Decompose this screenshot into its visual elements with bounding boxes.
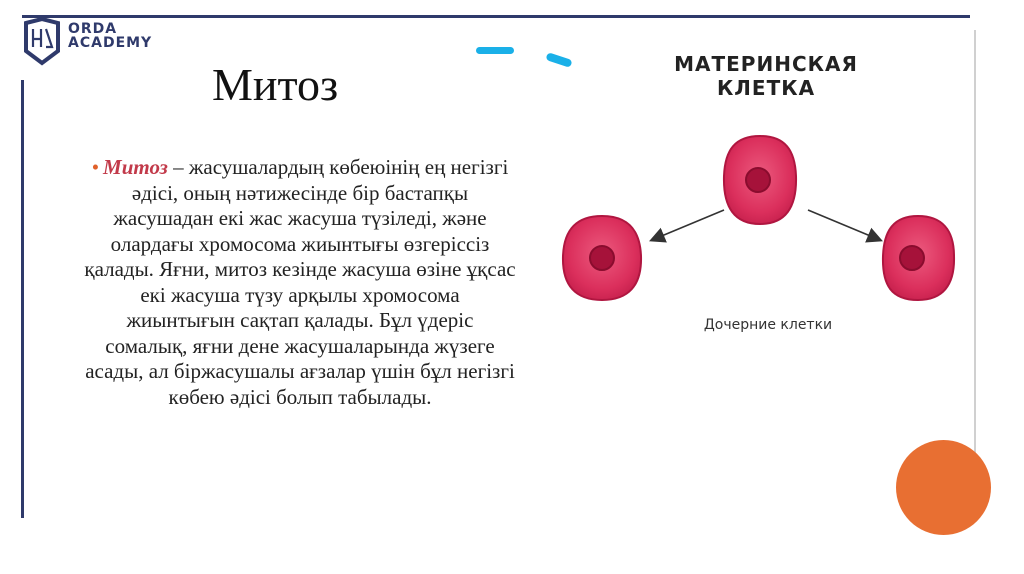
arrow-left <box>652 210 724 240</box>
decorative-orange-circle <box>896 440 991 535</box>
decorative-dash-2 <box>545 52 572 68</box>
arrow-right <box>808 210 880 240</box>
daughter-cell-right <box>883 216 954 300</box>
right-border-line <box>974 30 976 518</box>
decorative-dash-1 <box>476 47 514 54</box>
bullet-icon: • <box>91 155 100 179</box>
body-text: – жасушалардың көбеюінің ең негізгі әдісі, оның нәтижесінде бір бастапқы жасушадан екі жас жасуша түзіледі, және олардағы хромосома жиынтығы өзгеріссіз қалады. Яғни, митоз кезінде жасуша өзіне ұқсас екі жасуша түзу арқылы хромосома жиынтығын сақтап қалады. Бұл үдеріс сомалық, яғни дене жасушаларында жүзеге асады, ал біржасушалы ағзалар үшін бұл негізгі көбею әдісі болып табылады. <box>84 155 516 409</box>
left-border-line <box>21 80 24 518</box>
body-paragraph <box>84 155 516 410</box>
mother-cell <box>724 136 796 224</box>
term-highlight: Митоз <box>103 155 168 179</box>
top-border-line <box>22 15 970 18</box>
figure-title-line-1: МАТЕРИНСКАЯ <box>674 52 858 76</box>
page-title: Митоз <box>212 59 339 110</box>
figure-caption: Дочерние клетки <box>703 317 833 333</box>
figure-title <box>632 52 900 100</box>
logo-line-2: ACADEMY <box>68 35 153 51</box>
figure-title-line-2: КЛЕТКА <box>716 76 816 100</box>
logo-line-1: ORDA <box>68 21 118 37</box>
mitosis-diagram <box>560 120 960 310</box>
daughter-cell-left <box>563 216 641 300</box>
logo-text <box>68 22 152 50</box>
